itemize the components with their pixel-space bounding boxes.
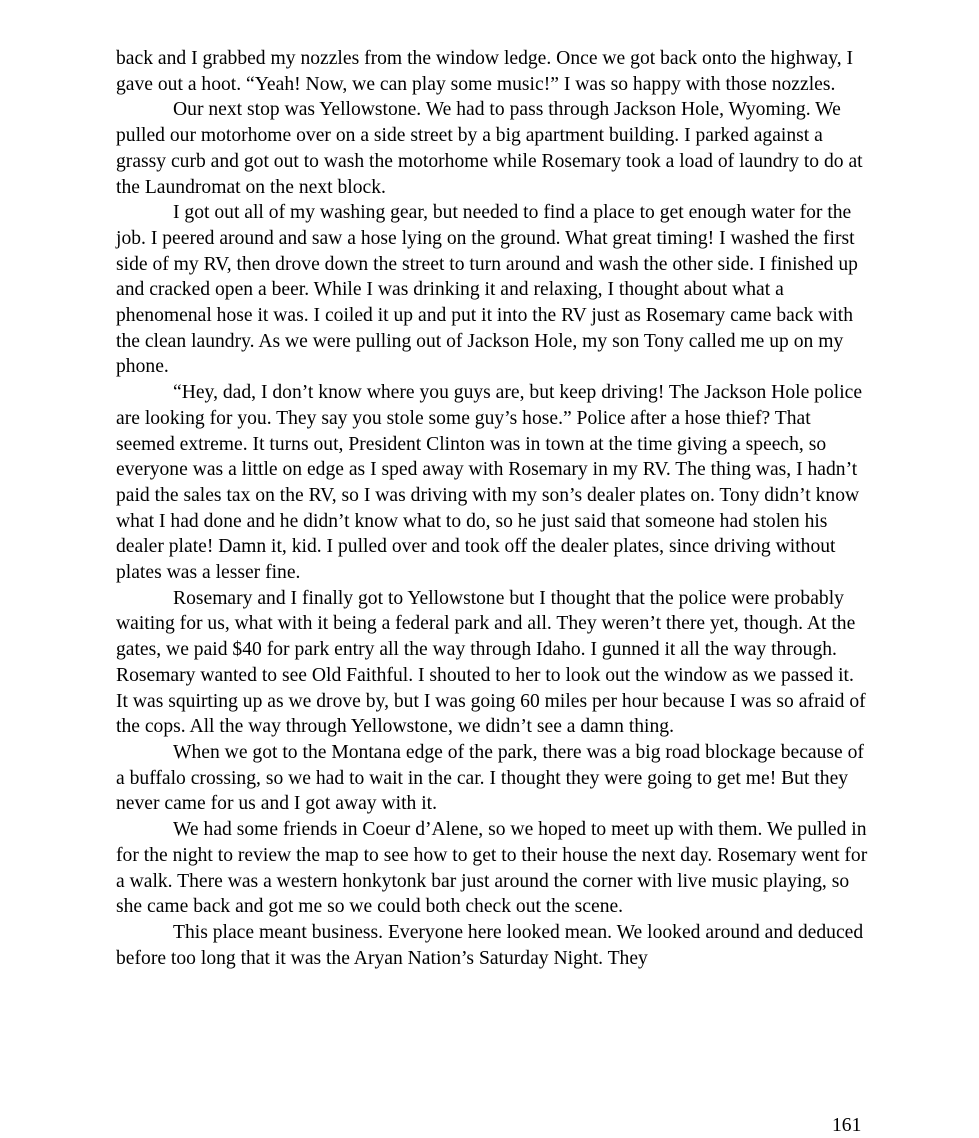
paragraph: This place meant business. Everyone here looked mean. We looked around and deduced before too long that it was the Aryan Nation’s Saturday Night. They — [116, 921, 864, 969]
paragraph: Rosemary and I finally got to Yellowstone but I thought that the police were probably waiting for us, what with it being a federal park and all. They weren’t there yet, though. At the gates, we paid $40 for park entry all the way through Idaho. I gunned it all the way through. Rosemary wanted to see Old Faithful. I shouted to her to look out the window as we passed it. It was squirting up as we drove by, but I was going 60 miles per hour because I was so afraid of the cops. All the way through Yellowstone, we didn’t see a damn thing. — [116, 587, 866, 738]
paragraph: When we got to the Montana edge of the park, there was a big road blockage because of a buffalo crossing, so we had to wait in the car. I thought they were going to get me! But they never came for us and I got away with it. — [116, 741, 864, 815]
paragraph: I got out all of my washing gear, but needed to find a place to get enough water for the job. I peered around and saw a hose lying on the ground. What great timing! I washed the first side of my RV, then drove down the street to turn around and wash the other side. I finished up and cracked open a beer. While I was drinking it and relaxing, I thought about what a phenomenal hose it was. I coiled it up and put it into the RV just as Rosemary came back with the clean laundry. As we were pulling out of Jackson Hole, my son Tony called me up on my phone. — [116, 202, 858, 378]
page-number: 161 — [832, 1115, 862, 1136]
paragraph: We had some friends in Coeur d’Alene, so we hoped to meet up with them. We pulled in for the night to review the map to see how to get to their house the next day. Rosemary went for a walk. There was a western honkytonk bar just around the corner with live music playing, so she came back and got me so we could both check out the scene. — [116, 819, 868, 918]
paragraph: Our next stop was Yellowstone. We had to pass through Jackson Hole, Wyoming. We pulled our motorhome over on a side street by a big apartment building. I parked against a grassy curb and got out to wash the motorhome while Rosemary took a load of laundry to do at the Laundromat on the next block. — [116, 99, 863, 198]
paragraph: “Hey, dad, I don’t know where you guys are, but keep driving! The Jackson Hole police are looking for you. They say you stole some guy’s hose.” Police after a hose thief? That seemed extreme. It turns out, President Clinton was in town at the time giving a speech, so everyone was a little on edge as I sped away with Rosemary in my RV. The thing was, I hadn’t paid the sales tax on the RV, so I was driving with my son’s dealer plates on. Tony didn’t know what I had done and he didn’t know what to do, so he just said that someone had stolen his dealer plate! Damn it, kid. I pulled over and took off the dealer plates, since driving without plates was a lesser fine. — [116, 382, 863, 584]
body-text — [116, 46, 868, 971]
paragraph-continuation: back and I grabbed my nozzles from the window ledge. Once we got back onto the highway, I gave out a hoot. “Yeah! Now, we can play some music!” I was so happy with those nozzles. — [116, 48, 854, 95]
